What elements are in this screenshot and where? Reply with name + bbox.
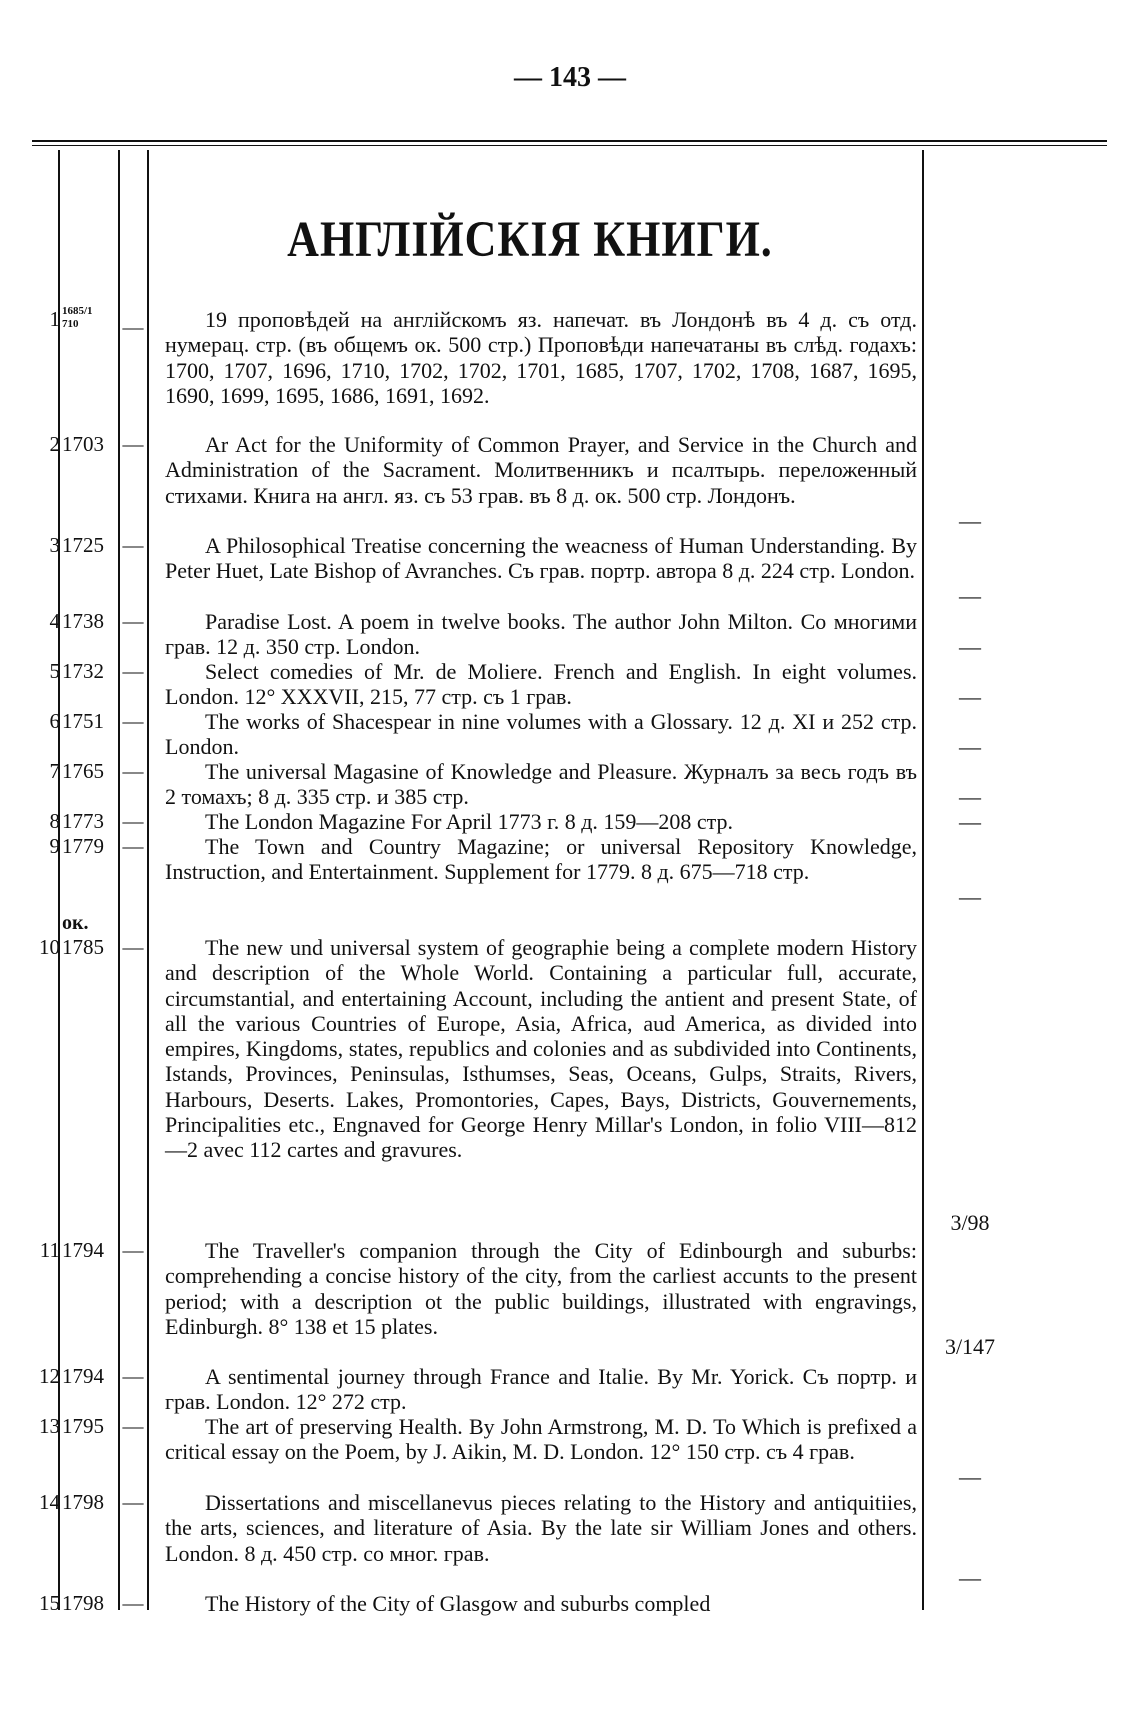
entry-dash: — [122, 659, 144, 683]
entry-dash: — [122, 432, 144, 456]
circa-label: ок. [62, 912, 89, 934]
entry-mark: — [959, 809, 981, 834]
entry-text: The Town and Country Magazine; or universal Repository Knowledge, Instruction, and Entertainment. Supplement for 1779. 8 д. 675—718 стр. [165, 834, 917, 885]
entry-text: The works of Shacespear in nine volumes with a Glossary. 12 д. XI и 252 стр. London. [165, 709, 917, 760]
entry-mark: — [959, 634, 981, 659]
entry-dash: — [122, 1490, 144, 1514]
entry-year: 1795 [62, 1414, 104, 1438]
top-rule [32, 140, 1107, 142]
entry-year: 1798 [62, 1490, 104, 1514]
column-rule-text [922, 150, 924, 1610]
entry-number: 12 [39, 1364, 60, 1388]
entry-text: The universal Magasine of Knowledge and Pleasure. Журналъ за весь годъ въ 2 томахъ; 8 д. 335 стр. и 385 стр. [165, 759, 917, 810]
entry-dash: — [122, 709, 144, 733]
entry-text: Paradise Lost. A poem in twelve books. The author John Milton. Со многими грав. 12 д. 350 стр. London. [165, 609, 917, 660]
entry-number: 14 [39, 1490, 60, 1514]
entry-year: 1785 [62, 935, 104, 959]
entry-number: 2 [49, 432, 60, 456]
entry-year: 1725 [62, 533, 104, 557]
entry-number: 13 [39, 1414, 60, 1438]
entry-year: 1751 [62, 709, 104, 733]
entry-number: 11 [39, 1238, 60, 1262]
entry-text: Dissertations and miscellanevus pieces relating to the History and antiquitiies, the arts, sciences, and literature of Asia. By the late sir William Jones and others. London. 8 д. 450 стр. со мног. грав. [165, 1490, 917, 1566]
entry-year: 1779 [62, 834, 104, 858]
entry-text: 19 проповѣдей на англійскомъ яз. напечат. въ Лондонѣ въ 4 д. съ отд. нумерац. стр. (въ общемъ ок. 500 стр.) Проповѣди напечатаны въ слѣд. годахъ: 1700, 1707, 1696, 1710, 1702, 1702, 1701, 1685, 1707, 1702, 1708, 1687, 1695, 1690, 1699, 1695, 1686, 1691, 1692. [165, 307, 917, 408]
entry-mark: 3/147 [944, 1334, 996, 1359]
entry-mark: — [959, 583, 981, 608]
entry-text: Ar Act for the Uniformity of Common Prayer, and Service in the Church and Administration of the Sacrament. Молитвенникъ и псалтырь. переложенный стихами. Книга на англ. яз. съ 53 грав. въ 8 д. ок. 500 стр. Лондонъ. [165, 432, 917, 508]
entry-dash: — [122, 533, 144, 557]
entry-number: 9 [49, 834, 60, 858]
entry-text: Select comedies of Mr. de Moliere. French and English. In eight volumes. London. 12° XXXVII, 215, 77 стр. съ 1 грав. [165, 659, 917, 710]
entry-year: 1798 [62, 1591, 104, 1615]
entry-text: A sentimental journey through France and Italie. By Mr. Yorick. Съ портр. и грав. London. 12° 272 стр. [165, 1364, 917, 1415]
entry-year: 1765 [62, 759, 104, 783]
top-rule-thin [32, 145, 1107, 146]
entry-number: 6 [49, 709, 60, 733]
entry-dash: — [122, 609, 144, 633]
entry-dash: — [122, 809, 144, 833]
entry-mark: — [959, 684, 981, 709]
entry-mark: — [959, 734, 981, 759]
entry-number: 7 [49, 759, 60, 783]
entry-number: 10 [39, 935, 60, 959]
entry-text: A Philosophical Treatise concerning the weacness of Human Understanding. By Peter Huet, Late Bishop of Avranches. Съ грав. портр. автора 8 д. 224 стр. London. [165, 533, 917, 584]
entry-text: The London Magazine For April 1773 г. 8 д. 159—208 стр. [205, 809, 734, 834]
entry-mark: — [959, 784, 981, 809]
entry-dash: — [122, 935, 144, 959]
entry-mark: — [959, 508, 981, 533]
entry-dash: — [122, 1238, 144, 1262]
entry-number: 1 [49, 307, 60, 331]
section-heading: АНГЛІЙСКІЯ КНИГИ. [287, 211, 773, 268]
entry-mark: — [959, 884, 981, 909]
entry-year: 1685/1710 [62, 305, 93, 330]
entry-dash: — [122, 315, 144, 339]
entry-dash: — [122, 1364, 144, 1388]
entry-text: The art of preserving Health. By John Armstrong, M. D. To Which is prefixed a critical essay on the Poem, by J. Aikin, M. D. London. 12° 150 стр. съ 4 грав. [165, 1414, 917, 1465]
entry-text: The new und universal system of geographie being a complete modern History and description of the Whole World. Containing a particular full, accurate, circumstantial, and entertaining Account, including the antient and present State, of all the various Countries of Europe, Asia, Africa, aud America, as divided into empires, Kingdoms, states, republics and colonies and as subdivided into Continents, Istands, Provinces, Peninsulas, Isthumses, Seas, Oceans, Gulps, Straits, Rivers, Harbours, Deserts. Lakes, Promontories, Capes, Bays, Districts, Gouvernements, Principalities etc., Engnaved for George Henry Millar's London, in folio VIII—812—2 avec 112 cartes and gravures. [165, 935, 917, 1163]
entry-text: The History of the City of Glasgow and suburbs compled [205, 1591, 711, 1616]
entry-year: 1794 [62, 1364, 104, 1388]
column-rule-year [118, 150, 120, 1610]
entry-number: 4 [49, 609, 60, 633]
column-rule-number [58, 150, 60, 1610]
entry-mark: — [959, 1464, 981, 1489]
entry-year: 1794 [62, 1238, 104, 1262]
entry-year: 1773 [62, 809, 104, 833]
entry-mark: 3/98 [950, 1210, 990, 1235]
entry-year: 1732 [62, 659, 104, 683]
column-rule-dash [147, 150, 149, 1610]
entry-dash: — [122, 759, 144, 783]
entry-dash: — [122, 1591, 144, 1615]
entry-mark: — [959, 1565, 981, 1590]
entry-number: 8 [49, 809, 60, 833]
entry-text: The Traveller's companion through the City of Edinbourgh and suburbs: comprehending a concise history of the city, from the carliest accunts to the present period; with a description ot the public buildings, illustrated with engravings, Edinburgh. 8° 138 et 15 plates. [165, 1238, 917, 1339]
entry-dash: — [122, 834, 144, 858]
entry-year: 1703 [62, 432, 104, 456]
entry-number: 5 [49, 659, 60, 683]
entry-number: 3 [49, 533, 60, 557]
page-number: — 143 — [514, 62, 626, 93]
entry-number: 15 [39, 1591, 60, 1615]
entry-dash: — [122, 1414, 144, 1438]
entry-year: 1738 [62, 609, 104, 633]
